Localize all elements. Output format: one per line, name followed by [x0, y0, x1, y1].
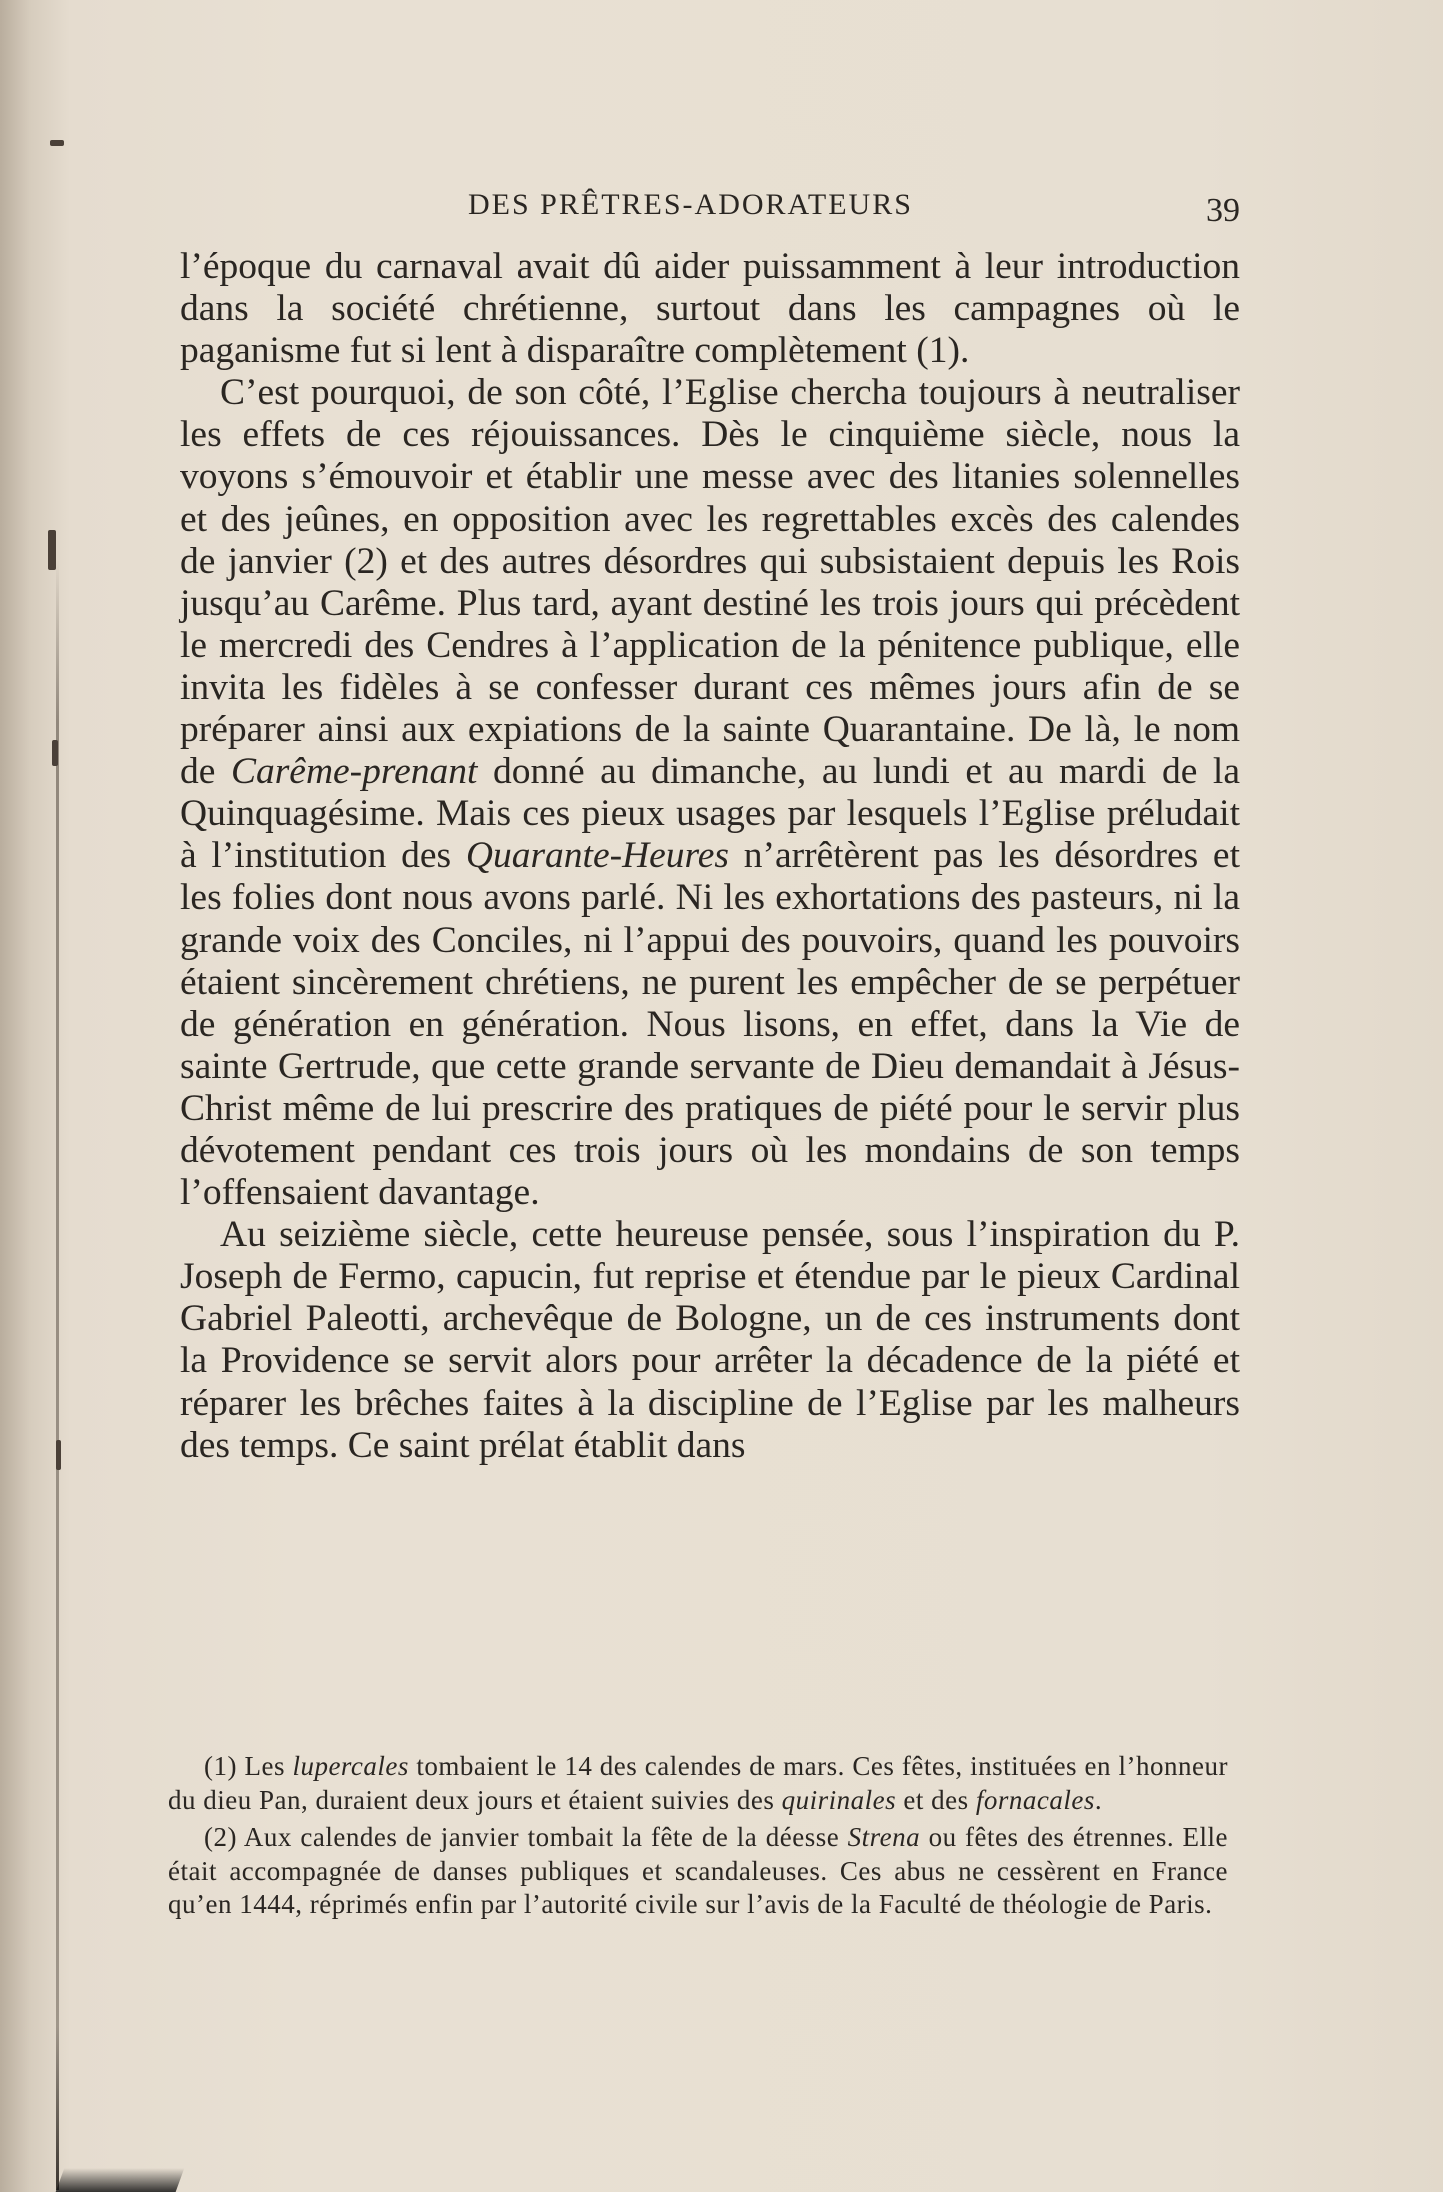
footnote-1 — [168, 1750, 1228, 1817]
text-run: donné au dimanche, au lundi et au mardi de la Quinquagésime. Mais ces pieux usages par lesquels l’Eglise préludait à l’institution des — [180, 751, 1240, 877]
text-run: Au seizième siècle, cette heureuse pensée, sous l’inspiration du P. Joseph de Fermo, capucin, fut reprise et étendue par le pieux Cardinal Gabriel Paleotti, archevêque de Bologne, un de ces instruments dont la Providence se servit alors pour arrêter la décadence de la piété et réparer les brêches faites à la discipline de l’Eglise par les malheurs des temps. Ce saint prélat établit dans — [180, 1214, 1240, 1466]
gutter-mark — [56, 1440, 61, 1470]
paragraph — [180, 1214, 1240, 1467]
text-run: tombaient le 14 des calendes de mars. Ces fêtes, instituées en l’honneur du dieu Pan, duraient deux jours et étaient suivies des — [168, 1751, 1228, 1815]
italic-term: Carême-prenant — [230, 751, 478, 793]
page-header — [180, 188, 1240, 238]
text-run: (2) Aux calendes de janvier tombait la fête de la déesse — [204, 1822, 848, 1852]
running-head: DES PRÊTRES-ADORATEURS — [468, 188, 913, 221]
italic-term: quirinales — [781, 1784, 897, 1815]
gutter-mark — [52, 740, 58, 766]
text-run: C’est pourquoi, de son côté, l’Eglise chercha toujours à neutraliser les effets de ces réjouissances. Dès le cinquième siècle, nous la voyons s’émouvoir et établir une messe avec des litanies solennelles et des jeûnes, en opposition avec les regrettables excès des calendes de janvier (2) et des autres désordres qui subsistaient depuis les Rois jusqu’au Carême. Plus tard, ayant destiné les trois jours qui précèdent le mercredi des Cendres à l’application de la pénitence publique, elle invita les fidèles à se confesser durant ces mêmes jours afin de se préparer ainsi aux expiations de la sainte Quarantaine. De là, le nom de — [180, 372, 1240, 793]
gutter-mark — [48, 530, 56, 570]
text-run: . — [1094, 1784, 1103, 1815]
text-run: ou fêtes des étrennes. Elle était accompagnée de danses publiques et scandaleuses. Ces abus ne cessèrent en France qu’en 1444, réprimés enfin par l’autorité civile sur l’avis de la Faculté de théologie de Paris. — [168, 1822, 1228, 1919]
page-number: 39 — [1206, 192, 1240, 229]
paragraph — [180, 246, 1240, 372]
footnote-2 — [168, 1821, 1228, 1922]
gutter-mark — [50, 140, 64, 146]
text-run: l’époque du carnaval avait dû aider puissamment à leur introduction dans la société chrétienne, surtout dans les campagnes où le paganisme fut si lent à disparaître complètement (1). — [180, 246, 1240, 372]
text-run: (1) Les — [204, 1751, 293, 1781]
gutter-fold — [56, 560, 59, 2190]
italic-term: lupercales — [292, 1751, 409, 1781]
footnotes — [168, 1750, 1228, 1926]
italic-term: Quarante-Heures — [465, 835, 730, 877]
body-text — [180, 246, 1240, 1467]
paragraph — [180, 372, 1240, 1214]
text-run: et des — [896, 1784, 976, 1815]
italic-term: Strena — [847, 1822, 921, 1852]
text-run: n’arrêtèrent pas les désordres et les folies dont nous avons parlé. Ni les exhortations des pasteurs, ni la grande voix des Conciles, ni l’appui des pouvoirs, quand les pouvoirs étaient sincèrement chrétiens, ne purent les empêcher de se perpétuer de génération en génération. Nous lisons, en effet, dans la Vie de sainte Gertrude, que cette grande servante de Dieu demandait à Jésus-Christ même de lui prescrire des pratiques de piété pour le servir plus dévotement pendant ces trois jours où les mondains de son temps l’offensaient davantage. — [180, 835, 1240, 1214]
page-corner-shadow — [56, 2168, 185, 2192]
italic-term: fornacales — [975, 1784, 1095, 1815]
